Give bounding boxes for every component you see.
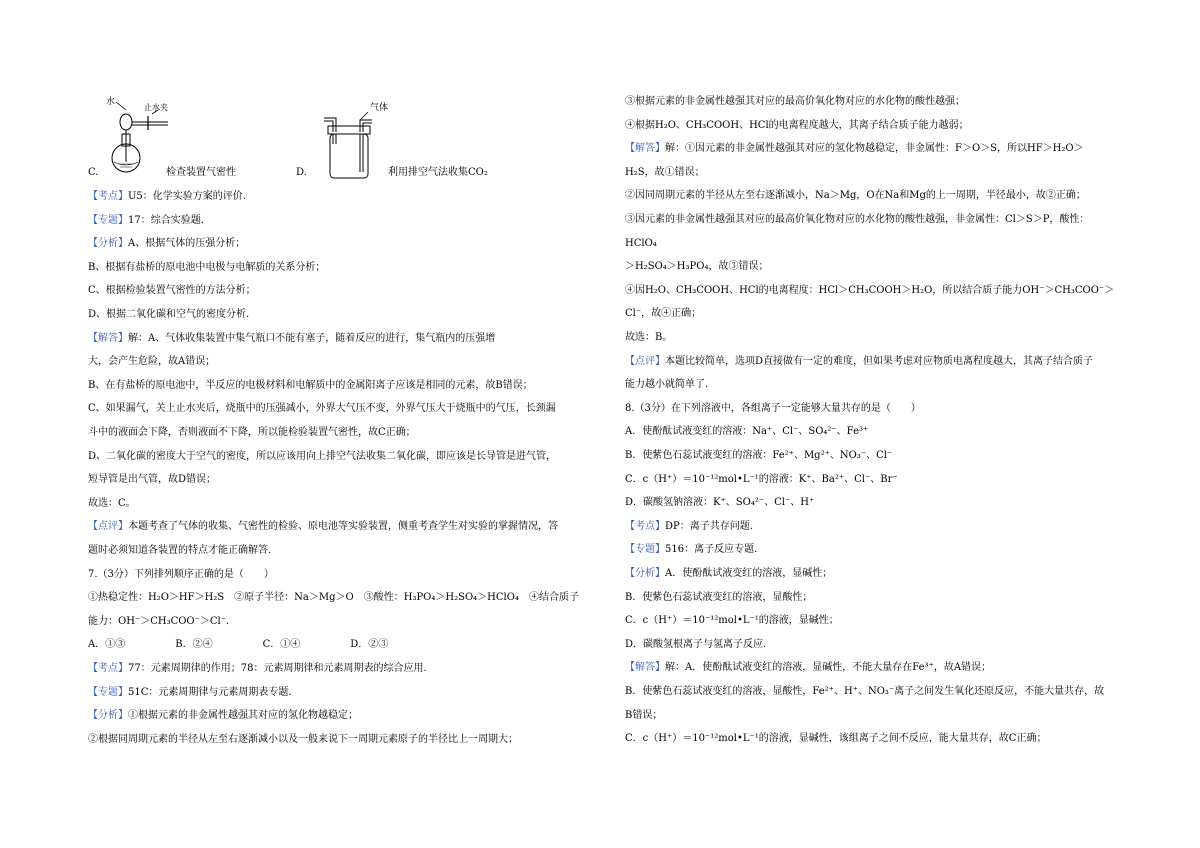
line-text: A．使酚酞试液变红的溶液，显碱性； — [665, 568, 833, 579]
line-text: ④根据H₂O、CH₃COOH、HCl的电离程度越大，其离子结合质子能力越弱； — [625, 119, 969, 131]
section-tag: 【考点】 — [88, 191, 128, 202]
text-line — [625, 402, 921, 416]
text-line — [625, 520, 753, 534]
text-line — [625, 378, 708, 392]
line-text: Cl⁻，故④正确； — [625, 308, 702, 320]
water-label: 水 — [106, 97, 116, 107]
section-tag: 【考点】 — [625, 520, 665, 532]
line-text: B、在有盐桥的原电池中，半反应的电极材料和电解质中的金属阳离子应该是相同的元素，故B错误； — [88, 379, 533, 391]
line-text: 8.（3分）在下列溶液中，各组离子一定能够大量共存的是（ ） — [625, 402, 921, 414]
line-text: C、根据检验装置气密性的方法分析； — [88, 285, 256, 297]
text-line — [88, 568, 274, 582]
line-text: D、二氧化碳的密度大于空气的密度，所以应该用向上排空气法收集二氧化碳，即应该是长导管是进气管， — [88, 450, 557, 462]
line-text: B．使紫色石蕊试液变红的溶液，显酸性，Fe²⁺、H⁺、NO₃⁻离子之间发生氧化还原反应，不能大量共存，故 — [625, 686, 1105, 697]
line-text: 故选：B。 — [625, 332, 673, 343]
line-text: C．c（H⁺）＝10⁻¹²mol•L⁻¹的溶液，显碱性； — [625, 615, 839, 627]
line-text: H₂S，故①错误； — [625, 166, 705, 178]
text-line — [625, 473, 898, 487]
section-tag: 【点评】 — [88, 521, 128, 533]
line-text: 短导管是出气管，故D错误； — [88, 474, 217, 486]
section-tag: 【点评】 — [625, 355, 665, 367]
line-text: 516：离子反应专题. — [665, 544, 758, 556]
line-text: DP：离子共存问题. — [665, 520, 753, 532]
section-tag: 【解答】 — [625, 662, 665, 674]
text-line — [88, 544, 271, 558]
section-tag: 【解答】 — [88, 332, 128, 344]
text-line — [625, 709, 662, 723]
text-line — [88, 450, 556, 464]
line-text: 题时必须知道各装置的特点才能正确解答. — [88, 545, 272, 556]
section-tag: 【分析】 — [88, 710, 128, 722]
line-text: D．碳酸氢钠溶液：K⁺、SO₄²⁻、Cl⁻、H⁺ — [625, 497, 815, 509]
line-text: ＞H₂SO₄＞H₃PO₄，故③错误； — [625, 261, 769, 273]
text-line — [88, 214, 204, 228]
text-line — [88, 426, 416, 440]
line-text: 大，会产生危险，故A错误； — [88, 356, 216, 368]
text-line — [625, 284, 1114, 298]
text-line — [88, 402, 556, 416]
text-line — [88, 355, 215, 369]
line-text: B．使紫色石蕊试液变红的溶液：Fe²⁺、Mg²⁺、NO₃⁻、Cl⁻ — [625, 450, 893, 461]
text-line — [625, 189, 1086, 203]
line-text: C、如果漏气，关上止水夹后，烧瓶中的压强减小，外界大气压不变，外界气压大于烧瓶中的气压，长颈漏 — [88, 403, 556, 415]
figure-c-caption: 检查装置气密性 — [166, 167, 236, 178]
line-text: C．c（H⁺）＝10⁻¹²mol•L⁻¹的溶液，显碱性，该组离子之间不反应，能大量共存，故C正确； — [625, 733, 1047, 745]
line-text: 斗中的液面会下降，否则液面不下降，所以能检验装置气密性，故C正确； — [88, 427, 416, 438]
line-text: 7.（3分）下列排列顺序正确的是（ ） — [88, 568, 274, 580]
line-text: 能力：OH⁻＞CH₃COO⁻＞Cl⁻. — [88, 615, 230, 627]
line-text: 解：A．使酚酞试液变红的溶液，显碱性，不能大量存在Fe³⁺，故A错误； — [665, 662, 992, 674]
section-tag: 【专题】 — [88, 686, 128, 698]
text-line — [88, 497, 136, 511]
line-text: B．使紫色石蕊试液变红的溶液，显酸性； — [625, 591, 813, 603]
line-text: 解：①因元素的非金属性越强其对应的氢化物越稳定，非金属性：F＞O＞S，所以HF＞H₂O＞ — [665, 143, 1084, 155]
text-line — [625, 260, 768, 274]
text-line — [88, 308, 249, 322]
text-line — [88, 261, 325, 275]
text-line — [625, 543, 757, 557]
line-text: U5：化学实验方案的评价. — [128, 191, 246, 202]
stop-clamp-label: 止水夹 — [144, 103, 168, 112]
line-text: 本题考查了气体的收集、气密性的检验、原电池等实验装置，侧重考查学生对实验的掌握情况，答 — [128, 521, 558, 533]
text-line — [88, 284, 256, 298]
line-text: ①根据元素的非金属性越强其对应的氢化物越稳定； — [128, 710, 358, 722]
text-line — [88, 615, 229, 629]
line-text: C．c（H⁺）＝10⁻¹²mol•L⁻¹的溶液：K⁺、Ba²⁺、Cl⁻、Br⁻ — [625, 473, 898, 485]
figure-d-caption: 利用排空气法收集CO₂ — [388, 167, 488, 178]
text-line — [88, 733, 518, 747]
text-line — [88, 638, 388, 652]
section-tag: 【专题】 — [88, 214, 128, 226]
line-text: A．①③ B．②④ C．①④ D．②③ — [88, 639, 389, 651]
text-line — [88, 520, 558, 534]
line-text: ③根据元素的非金属性越强其对应的最高价氧化物对应的水化物的酸性越强； — [625, 96, 965, 107]
section-tag: 【分析】 — [625, 568, 665, 579]
figure-d-label: D. — [296, 167, 307, 178]
line-text: B、根据有盐桥的原电池中电极与电解质的关系分析； — [88, 261, 326, 273]
text-line — [625, 95, 965, 109]
section-tag: 【专题】 — [625, 544, 665, 556]
text-line — [625, 496, 814, 510]
text-line — [88, 686, 292, 700]
line-text: HClO₄ — [625, 237, 657, 249]
line-text: 故选：C。 — [88, 497, 136, 509]
line-text: 本题比较简单，选项D直接做有一定的难度，但如果考虑对应物质电离程度越大，其离子结合质子 — [665, 355, 1094, 367]
line-text: 解：A、气体收集装置中集气瓶口不能有塞子，随着反应的进行，集气瓶内的压强增 — [128, 332, 496, 344]
section-tag: 【解答】 — [625, 143, 665, 155]
text-line — [88, 379, 533, 393]
line-text: ①热稳定性：H₂O＞HF＞H₂S ②原子半径：Na＞Mg＞O ③酸性：H₃PO₄＞H₂SO₄＞HClO₄ ④结合质子 — [88, 592, 579, 604]
line-text: D．碳酸氢根离子与氢离子反应. — [625, 638, 767, 650]
line-text: A．使酚酞试液变红的溶液：Na⁺、Cl⁻、SO₄²⁻、Fe³⁺ — [625, 426, 869, 438]
line-text: 77：元素周期律的作用；78：元素周期律和元素周期表的综合应用. — [128, 663, 427, 674]
text-line — [88, 591, 579, 605]
text-line — [625, 685, 1104, 699]
text-line — [88, 709, 358, 723]
text-line — [88, 332, 495, 346]
text-line — [625, 237, 657, 251]
line-text: ④因H₂O、CH₃COOH、HCl的电离程度：HCl＞CH₃COOH＞H₂O，所以结合质子能力OH⁻＞CH₃COO⁻＞ — [625, 284, 1115, 296]
line-text: 能力越小就简单了. — [625, 379, 709, 391]
line-text: A、根据气体的压强分析； — [128, 238, 246, 250]
line-text: ②因同周期元素的半径从左至右逐渐减小，Na＞Mg，O在Na和Mg的上一周期，半径最小，故②正确； — [625, 190, 1086, 202]
text-line — [625, 119, 969, 133]
line-text: D、根据二氧化碳和空气的密度分析. — [88, 309, 250, 320]
text-line — [625, 213, 1089, 227]
text-line — [625, 661, 991, 675]
text-line — [625, 449, 892, 463]
line-text: 17：综合实验题. — [128, 214, 204, 226]
text-line — [88, 473, 216, 487]
line-text: ②根据同周期元素的半径从左至右逐渐减小以及一般来说下一周期元素原子的半径比上一周期大； — [88, 733, 518, 745]
text-line — [625, 425, 868, 439]
text-line — [625, 732, 1046, 746]
line-text: 51C：元素周期律与元素周期表专题. — [128, 686, 292, 698]
text-line — [625, 355, 1093, 369]
text-line — [88, 662, 427, 676]
text-line — [625, 614, 839, 628]
line-text: ③因元素的非金属性越强其对应的最高价氧化物对应的水化物的酸性越强，非金属性：Cl＞S＞P，酸性： — [625, 214, 1090, 225]
section-tag: 【分析】 — [88, 238, 128, 250]
section-tag: 【考点】 — [88, 663, 128, 674]
text-line — [88, 190, 246, 204]
line-text: B错误； — [625, 709, 663, 721]
text-line — [625, 307, 701, 321]
text-line — [625, 331, 672, 345]
text-line — [625, 142, 1084, 156]
figure-c-label: C. — [88, 167, 99, 178]
text-line — [625, 567, 832, 581]
gas-label: 气体 — [370, 103, 389, 113]
text-line — [88, 237, 245, 251]
text-line — [625, 638, 766, 652]
text-line — [625, 166, 705, 180]
text-line — [625, 591, 812, 605]
